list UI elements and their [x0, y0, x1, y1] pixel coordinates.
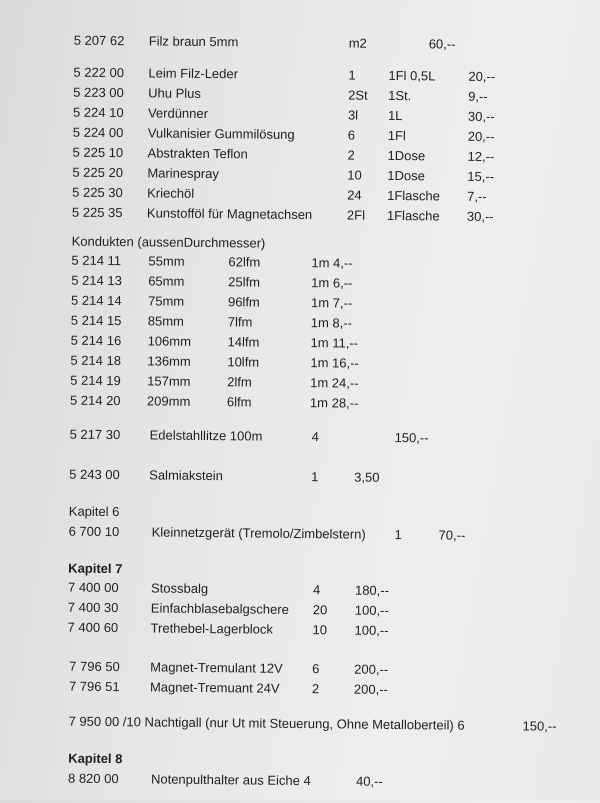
row-cell: 55mm: [148, 253, 185, 269]
row-cell: 30,--: [467, 108, 495, 125]
row-cell: 10: [312, 622, 328, 638]
row-cell: 1Dose: [387, 167, 426, 184]
row-cell: Magnet-Tremuant 24V: [149, 679, 280, 696]
row-cell: Kleinnetzgerät (Tremolo/Zimbelstern): [151, 524, 366, 542]
list-row: [0, 618, 598, 642]
list-row: [0, 522, 599, 546]
row-cell: Salmiakstein: [149, 467, 223, 484]
row-cell: 85mm: [147, 313, 185, 329]
row-cell: 100,--: [354, 622, 389, 638]
row-cell: 5 214 19: [70, 372, 121, 389]
row-cell: 96lfm: [227, 294, 260, 310]
row-cell: 5 214 11: [71, 252, 122, 269]
row-cell: 150,--: [522, 718, 557, 734]
row-cell: 25lfm: [228, 274, 261, 290]
row-cell: m2: [348, 35, 367, 51]
row-cell: 5 222 00: [73, 64, 125, 81]
row-cell: Notenpulthalter aus Eiche 4: [150, 771, 311, 789]
row-cell: 6lfm: [226, 394, 252, 410]
row-cell: 7,--: [467, 188, 487, 204]
row-cell: 6: [312, 661, 320, 677]
row-cell: Vulkanisier Gummilösung: [147, 125, 295, 142]
row-cell: Leim Filz-Leder: [148, 65, 239, 82]
row-cell: 7 400 00: [67, 579, 119, 596]
row-cell: 4: [311, 429, 319, 445]
row-cell: 1m 28,--: [309, 395, 359, 411]
row-cell: 2: [347, 147, 355, 163]
row-cell: 150,--: [394, 429, 429, 446]
row-cell: 5 225 30: [72, 184, 123, 201]
row-cell: 2: [311, 681, 320, 697]
row-cell: Marinespray: [147, 165, 219, 182]
row-cell: 1m 7,--: [310, 295, 353, 311]
row-cell: 1: [311, 469, 319, 485]
row-cell: Kunstofföl für Magnetachsen: [146, 205, 313, 223]
row-cell: 1Dose: [387, 147, 426, 164]
row-cell: 2Fl: [346, 207, 366, 223]
row-cell: 6 700 10: [68, 523, 120, 540]
row-cell: Filz braun 5mm: [148, 33, 239, 50]
list-row: [4, 31, 600, 55]
row-cell: 60,--: [428, 36, 456, 52]
row-cell: 7 400 30: [67, 599, 119, 616]
row-cell: 5 224 00: [72, 124, 124, 141]
row-cell: Einfachblasebalgschere: [150, 600, 289, 617]
row-cell: 5 214 20: [69, 392, 121, 409]
row-cell: 3l: [347, 107, 359, 123]
list-row: [0, 712, 597, 736]
row-cell: 200,--: [353, 681, 389, 697]
row-cell: 7 400 60: [67, 619, 119, 636]
row-cell: Magnet-Tremulant 12V: [150, 659, 283, 676]
row-cell: 1m 4,--: [311, 255, 353, 271]
row-cell: 5 214 14: [70, 292, 122, 309]
list-row: [0, 465, 599, 489]
row-cell: 5 225 10: [72, 144, 124, 161]
row-cell: 5 243 00: [69, 466, 120, 483]
row-cell: 9,--: [468, 88, 488, 104]
row-cell: 20,--: [467, 128, 495, 145]
row-cell: 24: [347, 187, 362, 203]
row-cell: Kriechöl: [147, 185, 195, 201]
row-cell: 5 225 20: [72, 164, 124, 181]
list-row: [0, 677, 597, 701]
row-cell: 6: [347, 127, 356, 143]
row-cell: 136mm: [147, 353, 191, 369]
row-cell: Edelstahllitze 100m: [149, 427, 263, 444]
row-cell: 7 796 51: [68, 678, 120, 695]
row-cell: 1St.: [388, 87, 412, 104]
row-cell: 5 214 15: [70, 312, 122, 329]
row-cell: 10: [347, 167, 362, 183]
row-cell: 5 224 10: [72, 104, 124, 121]
row-cell: 5 207 62: [73, 32, 125, 49]
row-cell: 30,--: [466, 208, 494, 225]
row-cell: Kapitel 6: [68, 503, 120, 520]
row-cell: 157mm: [147, 373, 191, 389]
row-cell: 1m 6,--: [311, 275, 353, 291]
row-cell: 1L: [387, 107, 403, 124]
row-cell: 12,--: [467, 148, 495, 165]
row-cell: 5 214 18: [70, 352, 122, 369]
row-cell: 7lfm: [227, 314, 253, 330]
row-cell: 5 223 00: [73, 84, 124, 101]
row-cell: 209mm: [146, 393, 191, 409]
row-cell: 1m 24,--: [310, 375, 359, 391]
row-cell: Trethebel-Lagerblock: [150, 620, 274, 637]
row-cell: Kondukten (aussenDurchmesser): [71, 233, 266, 251]
row-cell: Uhu Plus: [148, 85, 202, 101]
row-cell: 4: [312, 582, 321, 598]
row-cell: 20,--: [468, 68, 496, 85]
row-cell: 20: [312, 602, 328, 618]
row-cell: 1Fl: [387, 127, 406, 144]
list-row: [0, 769, 596, 793]
row-cell: 7 796 50: [69, 658, 120, 675]
row-cell: Kapitel 7: [68, 560, 123, 577]
row-cell: 5 214 13: [71, 272, 122, 289]
row-cell: 75mm: [147, 293, 185, 309]
row-cell: 7 950 00 /10 Nachtigall (nur Ut mit Steuerung, Ohne Metalloberteil) 6: [68, 713, 465, 733]
row-cell: 65mm: [148, 273, 185, 289]
row-cell: 180,--: [354, 582, 390, 598]
row-cell: 1m 11,--: [310, 335, 359, 351]
row-cell: 200,--: [354, 661, 389, 677]
row-cell: 8 820 00: [67, 770, 119, 787]
row-cell: Verdünner: [147, 105, 209, 122]
row-cell: 5 225 35: [71, 204, 123, 221]
row-cell: 14lfm: [227, 334, 260, 350]
row-cell: 70,--: [438, 527, 466, 543]
row-cell: 1Flasche: [386, 207, 440, 224]
list-row: [0, 425, 600, 449]
row-cell: 1m 8,--: [310, 315, 353, 331]
row-cell: 62lfm: [228, 254, 261, 270]
row-cell: 15,--: [467, 168, 495, 185]
row-cell: 5 214 16: [70, 332, 122, 349]
row-cell: Abstrakten Teflon: [147, 145, 248, 162]
row-cell: 1m 16,--: [310, 355, 359, 371]
row-cell: 3,50: [354, 469, 380, 485]
row-cell: 1: [348, 67, 356, 83]
row-cell: 2lfm: [227, 374, 252, 390]
row-cell: Kapitel 8: [68, 750, 123, 767]
row-cell: 100,--: [354, 602, 389, 618]
row-cell: 1Fl 0,5L: [388, 67, 436, 84]
row-cell: 40,--: [355, 773, 383, 789]
row-cell: 1: [394, 526, 402, 543]
row-cell: 10lfm: [227, 354, 260, 370]
list-row: [0, 391, 600, 415]
list-row: [2, 203, 600, 227]
row-cell: 2St: [348, 87, 368, 103]
row-cell: 106mm: [147, 333, 192, 349]
row-cell: 5 217 30: [69, 426, 121, 443]
row-cell: 1Flasche: [387, 187, 440, 204]
row-cell: Stossbalg: [150, 580, 209, 597]
